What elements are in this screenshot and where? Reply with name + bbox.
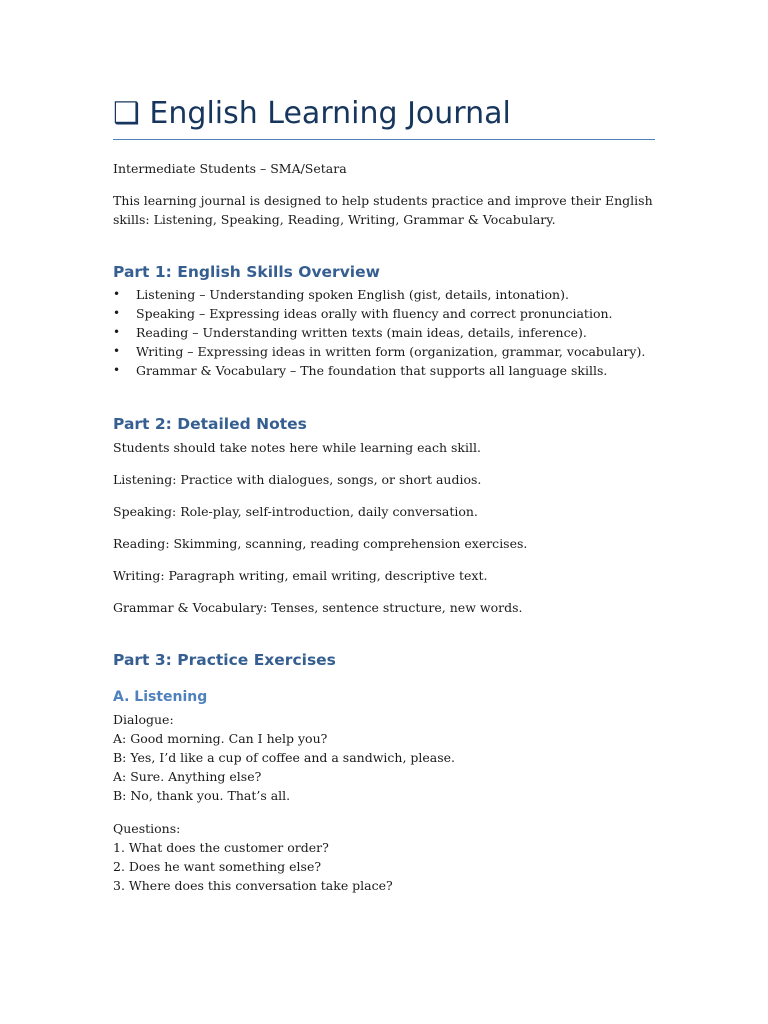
document-subtitle: Intermediate Students – SMA/Setara — [113, 161, 347, 176]
title-underline — [113, 139, 655, 140]
question-item: 2. Does he want something else? — [113, 859, 322, 874]
dialogue-block — [113, 710, 455, 805]
notes-paragraph: Grammar & Vocabulary: Tenses, sentence structure, new words. — [113, 600, 523, 615]
part1-heading: Part 1: English Skills Overview — [113, 263, 380, 281]
bullet-icon: • — [113, 306, 121, 320]
notes-paragraph: Speaking: Role-play, self-introduction, daily conversation. — [113, 504, 478, 519]
list-item: • Speaking – Expressing ideas orally with fluency and correct pronunciation. — [113, 306, 613, 321]
notes-paragraph: Writing: Paragraph writing, email writing, descriptive text. — [113, 568, 488, 583]
skills-bullet-list — [113, 285, 645, 380]
bullet-icon: • — [113, 344, 121, 358]
list-item: • Reading – Understanding written texts (main ideas, details, inference). — [113, 325, 587, 340]
dialogue-line: A: Sure. Anything else? — [113, 769, 262, 784]
notes-paragraph: Listening: Practice with dialogues, songs, or short audios. — [113, 472, 482, 487]
list-item: • Grammar & Vocabulary – The foundation that supports all language skills. — [113, 363, 608, 378]
listening-subheading: A. Listening — [113, 689, 208, 705]
question-item: 1. What does the customer order? — [113, 840, 329, 855]
notes-paragraph: Reading: Skimming, scanning, reading comprehension exercises. — [113, 536, 528, 551]
dialogue-line: B: Yes, I’d like a cup of coffee and a sandwich, please. — [113, 750, 456, 765]
document-title: ❑ English Learning Journal — [113, 96, 511, 131]
list-item: • Listening – Understanding spoken English (gist, details, intonation). — [113, 287, 569, 302]
bullet-icon: • — [113, 325, 121, 339]
dialogue-label: Dialogue: — [113, 712, 174, 727]
part2-heading: Part 2: Detailed Notes — [113, 415, 307, 433]
notes-paragraph: Students should take notes here while learning each skill. — [113, 440, 481, 455]
list-item: • Writing – Expressing ideas in written form (organization, grammar, vocabulary). — [113, 344, 646, 359]
bullet-icon: • — [113, 363, 121, 377]
bullet-icon: • — [113, 287, 121, 301]
questions-block — [113, 819, 393, 895]
intro-paragraph: This learning journal is designed to help students practice and improve their English skills: Listening, Speaking, Reading, Writing, Grammar & Vocabulary. — [113, 193, 653, 227]
part3-heading: Part 3: Practice Exercises — [113, 651, 336, 669]
dialogue-line: B: No, thank you. That’s all. — [113, 788, 291, 803]
question-item: 3. Where does this conversation take place? — [113, 878, 393, 893]
questions-label: Questions: — [113, 821, 181, 836]
dialogue-line: A: Good morning. Can I help you? — [113, 731, 328, 746]
